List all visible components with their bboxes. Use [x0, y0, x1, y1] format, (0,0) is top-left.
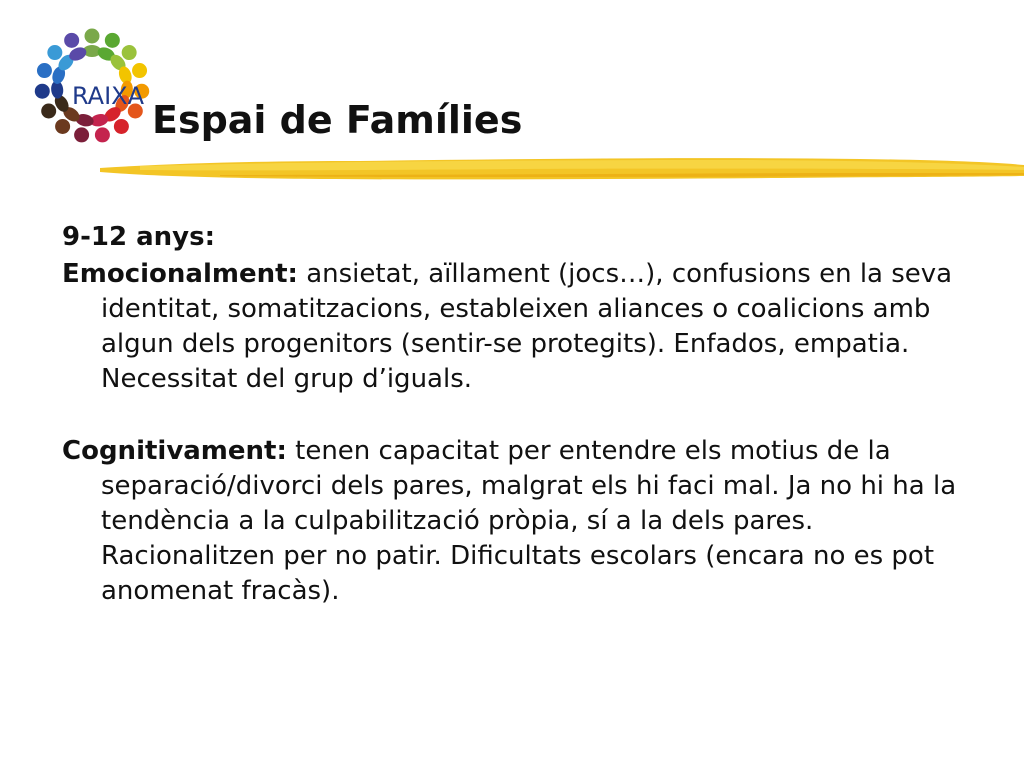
raixa-logo [24, 16, 160, 150]
emotional-label: Emocionalment: [62, 259, 298, 289]
title-brush-underline [100, 146, 1024, 188]
slide-title: Espai de Famílies [152, 98, 523, 142]
emotional-text: ansietat, aïllament (jocs…), confusions en la seva identitat, somatitzacions, estableixen aliances o coalicions amb algun dels progenitors (sentir-se protegits). Enfados, empatia. Necessitat del grup d’iguals. [101, 259, 953, 394]
logo-figure [89, 112, 110, 142]
cognitive-text: tenen capacitat per entendre els motius de la separació/divorci dels pares, malgrat els hi faci mal. Ja no hi ha la tendència a la culpabilització pròpia, sí a la dels pares. Racionalitzen per no patir. Dificultats escolars (encara no es pot anomenat fracàs). [101, 436, 957, 606]
raixa-logo-text: RAIXA [71, 82, 145, 110]
slide-body [62, 220, 962, 609]
cognitive-paragraph [62, 434, 962, 609]
age-range-heading: 9-12 anys: [62, 222, 215, 252]
emotional-paragraph [62, 257, 962, 397]
cognitive-label: Cognitivament: [62, 436, 287, 466]
